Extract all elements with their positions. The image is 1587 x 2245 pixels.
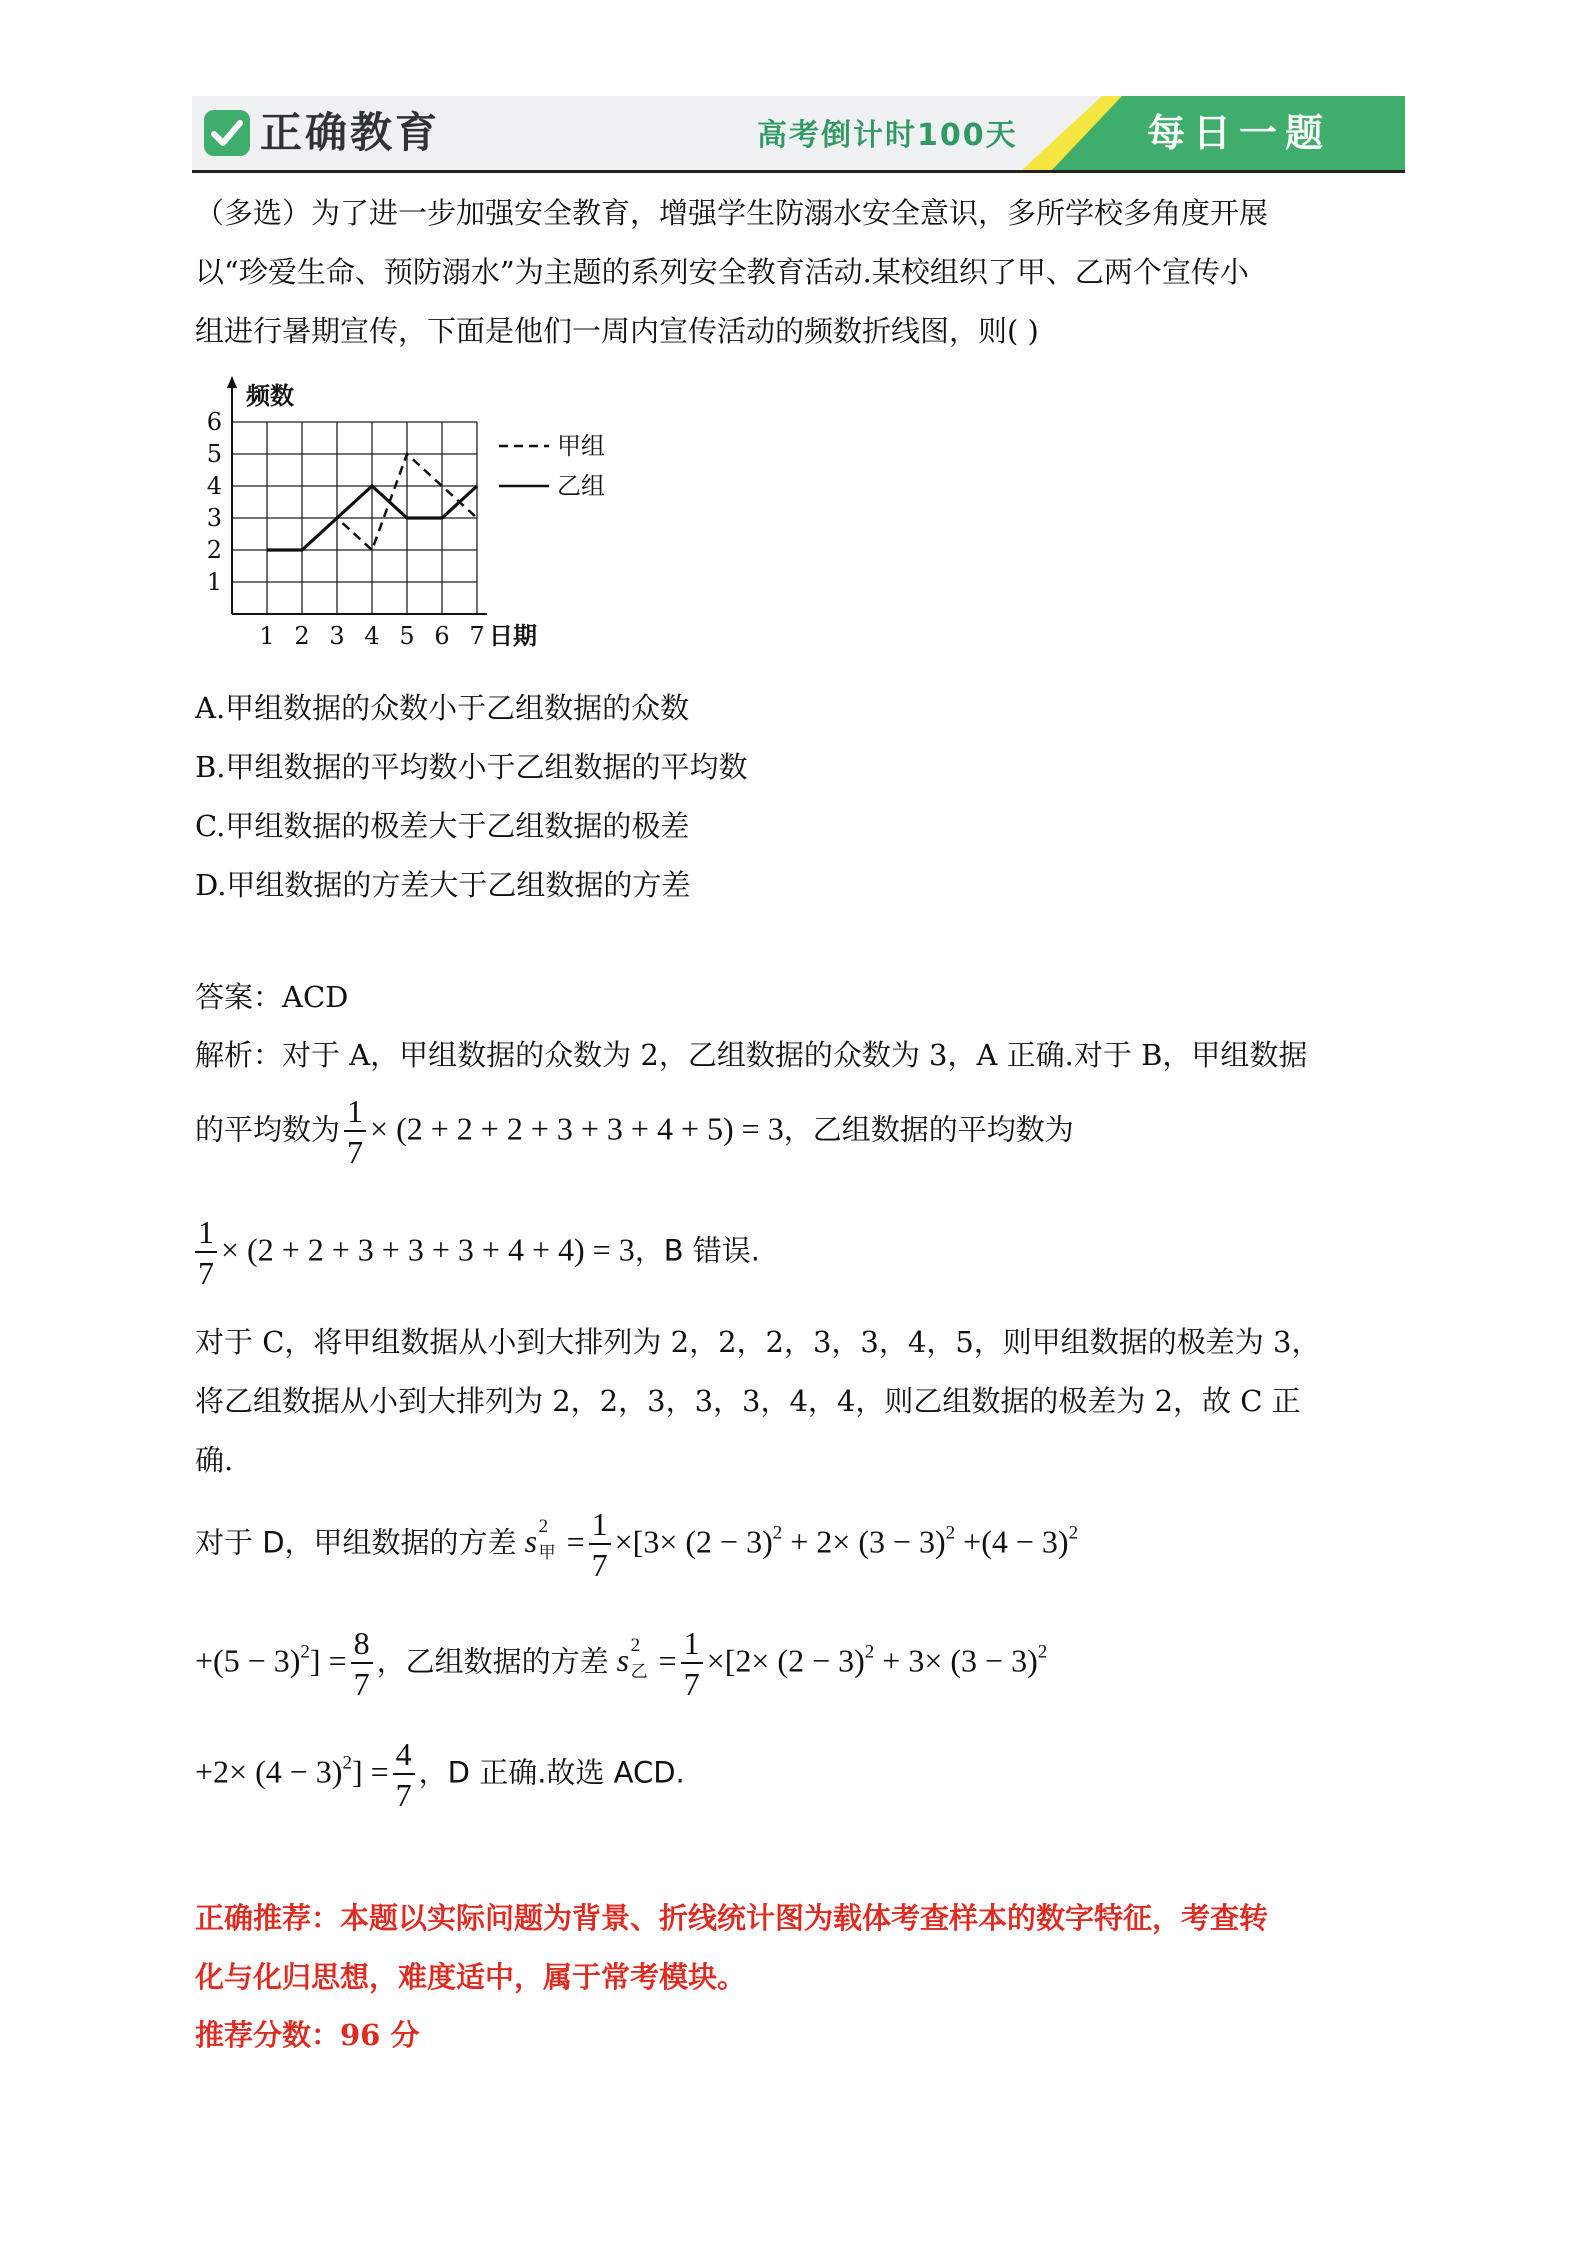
frequency-line-chart — [190, 362, 630, 662]
fraction-one-seventh — [344, 1092, 366, 1172]
daily-question-label: 每日一题 — [1147, 111, 1332, 155]
analysis-line: 解析：对于 A，甲组数据的众数为 2，乙组数据的众数为 3，A 正确.对于 B，甲组数据 — [195, 1038, 1308, 1072]
mean-jia-expression: × (2 + 2 + 2 + 3 + 3 + 4 + 5) = 3 — [370, 1110, 784, 1147]
conclusion-text: ，D 正确.故选 ACD. — [418, 1755, 685, 1790]
fraction-numerator: 1 — [347, 1093, 364, 1129]
variance-prefix: 对于 D，甲组数据的方差 — [195, 1525, 517, 1560]
legend-label: 乙组 — [557, 472, 605, 500]
superscript: 2 — [300, 1641, 310, 1663]
header-banner — [192, 96, 1405, 174]
variance-term: ×[3× (2 − 3) — [614, 1523, 773, 1560]
x-tick-label: 4 — [364, 622, 380, 650]
equals-sign: = — [658, 1642, 677, 1679]
superscript: 2 — [945, 1522, 956, 1544]
question-line: （多选）为了进一步加强安全教育，增强学生防溺水安全意识，多所学校多角度开展 — [195, 196, 1269, 230]
fraction-numerator: 1 — [683, 1625, 700, 1661]
option-a: A.甲组数据的众数小于乙组数据的众数 — [195, 691, 690, 725]
variance-term: +(5 − 3) — [195, 1642, 301, 1679]
x-tick-label: 7 — [469, 622, 485, 650]
countdown-text: 高考倒计时100天 — [757, 118, 1018, 153]
mean-yi-expression: × (2 + 2 + 3 + 3 + 3 + 4 + 4) = 3 — [221, 1231, 635, 1268]
fraction-one-seventh — [681, 1624, 703, 1704]
question-line: 以“珍爱生命、预防溺水”为主题的系列安全教育活动.某校组织了甲、乙两个宣传小 — [195, 255, 1249, 289]
fraction-eight-sevenths — [351, 1624, 373, 1704]
s-letter: s — [524, 1523, 538, 1560]
variance-term: ] = — [351, 1753, 389, 1790]
variance-term: +2× (4 − 3) — [195, 1753, 343, 1790]
fraction-numerator: 8 — [353, 1625, 370, 1661]
superscript: 2 — [864, 1641, 875, 1663]
variance-term: + 2× (3 − 3) — [782, 1523, 946, 1560]
question-line: 组进行暑期宣传，下面是他们一周内宣传活动的频数折线图，则( ) — [195, 314, 1039, 348]
x-axis-label: 日期 — [489, 621, 537, 650]
fraction-denominator: 7 — [344, 1130, 366, 1172]
y-tick-label: 4 — [206, 472, 222, 500]
variance-conclusion-formula — [195, 1735, 685, 1815]
variance-term: +(4 − 3) — [955, 1523, 1069, 1560]
fraction-denominator: 7 — [195, 1251, 217, 1293]
equals-sign: = — [566, 1523, 585, 1560]
option-b: B.甲组数据的平均数小于乙组数据的平均数 — [195, 750, 748, 784]
variance-mid-text: ，乙组数据的方差 — [376, 1644, 609, 1679]
legend-label: 甲组 — [557, 432, 605, 460]
superscript: 2 — [538, 1516, 549, 1538]
fraction-numerator: 1 — [198, 1214, 214, 1250]
fraction-four-sevenths — [393, 1735, 415, 1815]
y-axis-arrow — [227, 376, 237, 388]
fraction-numerator: 1 — [591, 1506, 608, 1542]
range-line: 确. — [195, 1443, 234, 1477]
y-tick-label: 3 — [206, 504, 222, 532]
x-tick-label: 2 — [294, 622, 310, 650]
y-axis-label: 频数 — [246, 381, 294, 410]
header-divider — [192, 170, 1405, 173]
check-logo-icon — [204, 110, 250, 156]
subscript-yi: 乙 — [630, 1662, 648, 1683]
fraction-numerator: 4 — [395, 1736, 412, 1772]
variance-term: ] = — [309, 1642, 347, 1679]
x-tick-label: 3 — [329, 622, 345, 650]
variance-term: + 3× (3 − 3) — [874, 1642, 1038, 1679]
recommend-score: 推荐分数：96 分 — [195, 2018, 420, 2052]
brand-name: 正确教育 — [260, 108, 441, 157]
fraction-denominator: 7 — [681, 1662, 703, 1704]
superscript: 2 — [772, 1522, 783, 1544]
range-line: 对于 C，将甲组数据从小到大排列为 2，2，2，3，3，4，5，则甲组数据的极差为 3， — [195, 1325, 1321, 1359]
fraction-one-seventh — [589, 1505, 611, 1585]
recommend-line: 正确推荐：本题以实际问题为背景、折线统计图为载体考查样本的数字特征，考查转 — [195, 1901, 1269, 1935]
fraction-denominator: 7 — [589, 1543, 611, 1585]
s-letter: s — [616, 1642, 630, 1679]
y-tick-label: 2 — [206, 536, 222, 564]
mean-yi-formula — [195, 1213, 760, 1293]
fraction-one-seventh — [195, 1213, 217, 1293]
recommend-line: 化与化归思想，难度适中，属于常考模块。 — [195, 1960, 747, 1994]
variance-symbol-yi — [616, 1635, 651, 1683]
variance-term: ×[2× (2 − 3) — [706, 1642, 865, 1679]
superscript: 2 — [342, 1752, 352, 1774]
fraction-denominator: 7 — [351, 1662, 373, 1704]
superscript: 2 — [1068, 1522, 1079, 1544]
option-c: C.甲组数据的极差大于乙组数据的极差 — [195, 809, 690, 843]
mean-jia-suffix: ，乙组数据的平均数为 — [783, 1112, 1074, 1147]
mean-yi-suffix: ，B 错误. — [634, 1233, 761, 1268]
mean-jia-prefix: 的平均数为 — [195, 1112, 341, 1147]
y-tick-label: 5 — [206, 440, 222, 468]
superscript: 2 — [630, 1635, 641, 1657]
x-tick-label: 1 — [259, 622, 275, 650]
answer-line: 答案：ACD — [195, 980, 349, 1014]
y-tick-label: 6 — [206, 408, 222, 436]
option-d: D.甲组数据的方差大于乙组数据的方差 — [195, 868, 691, 902]
range-line: 将乙组数据从小到大排列为 2，2，3，3，3，4，4，则乙组数据的极差为 2，故 C 正 — [195, 1384, 1301, 1418]
variance-jia-formula — [195, 1505, 1078, 1585]
fraction-denominator: 7 — [393, 1773, 415, 1815]
subscript-jia: 甲 — [538, 1543, 556, 1564]
variance-yi-formula — [195, 1624, 1047, 1704]
y-tick-label: 1 — [206, 568, 222, 596]
x-tick-label: 6 — [434, 622, 450, 650]
variance-symbol-jia — [524, 1516, 559, 1564]
superscript: 2 — [1037, 1641, 1048, 1663]
mean-jia-formula — [195, 1092, 1074, 1172]
x-tick-label: 5 — [399, 622, 415, 650]
